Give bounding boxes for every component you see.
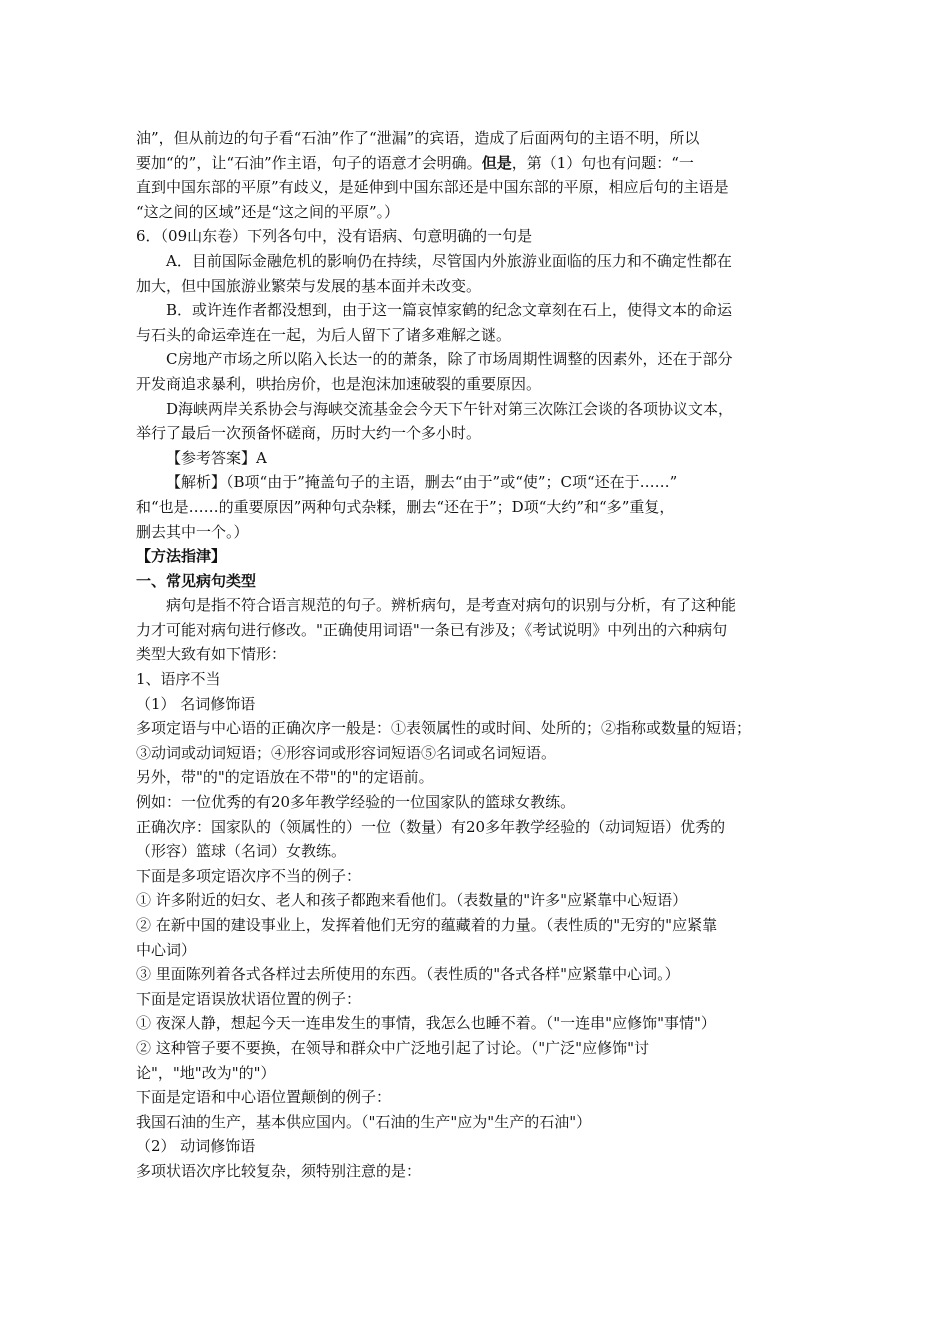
subsection-heading: 一、常见病句类型	[136, 571, 257, 590]
text-line: 直到中国东部的平原”有歧义，是延伸到中国东部还是中国东部的平原，相应后句的主语是	[136, 178, 729, 197]
text-line	[136, 151, 820, 176]
text-line: 1、语序不当	[136, 670, 221, 689]
text-line: 病句是指不符合语言规范的句子。辨析病句，是考查对病句的识别与分析，有了这种能	[166, 596, 737, 615]
option-c: C房地产市场之所以陷入长达一的的萧条，除了市场周期性调整的因素外，还在于部分	[166, 350, 733, 369]
text-line: “这之间的区域”还是“这之间的平原”。）	[136, 202, 400, 221]
text-line: ② 这种管子要不要换，在领导和群众中广泛地引起了讨论。（"广泛"应修饰"讨	[136, 1038, 649, 1057]
option-b: B．或许连作者都没想到，由于这一篇哀悼家鹤的纪念文章刻在石上，使得文本的命运	[166, 301, 733, 320]
text-line: ① 夜深人静，想起今天一连串发生的事情，我怎么也睡不着。（"一连串"应修饰"事情"）	[136, 1014, 716, 1033]
text-line: 开发商追求暴利，哄抬房价，也是泡沫加速破裂的重要原因。	[136, 374, 542, 393]
section-heading: 【方法指津】	[136, 547, 227, 566]
text-line: 下面是定语误放状语位置的例子：	[136, 989, 362, 1008]
text-line: （2） 动词修饰语	[136, 1137, 256, 1156]
text-line: （形容）篮球（名词）女教练。	[136, 842, 347, 861]
text-segment: ，第（1）句也有问题：“一	[511, 153, 694, 172]
text-line: ② 在新中国的建设事业上，发挥着他们无穷的蕴藏着的力量。（表性质的"无穷的"应紧靠	[136, 916, 718, 934]
text-line: 和“也是……的重要原因”两种句式杂糅，删去“还在于”；D项“大约”和“多”重复，	[136, 497, 675, 516]
text-line: 例如：一位优秀的有20多年教学经验的一位国家队的篮球女教练。	[136, 793, 576, 812]
text-line: 多项定语与中心语的正确次序一般是：①表领属性的或时间、处所的；②指称或数量的短语；	[136, 719, 752, 738]
text-line: （1） 名词修饰语	[136, 694, 256, 713]
text-line: 另外，带"的"的定语放在不带"的"的定语前。	[136, 768, 434, 787]
text-line: 举行了最后一次预备怀磋商，历时大约一个多小时。	[136, 424, 482, 443]
analysis-line: 【解析】（B项“由于”掩盖句子的主语，删去“由于”或“使”；C项“还在于……”	[166, 473, 678, 492]
text-line: 我国石油的生产，基本供应国内。（"石油的生产"应为"生产的石油"）	[136, 1112, 592, 1131]
text-line: 正确次序：国家队的（领属性的）一位（数量）有20多年教学经验的（动词短语）优秀的	[136, 817, 726, 836]
text-line: 加大，但中国旅游业繁荣与发展的基本面并未改变。	[136, 276, 482, 295]
text-line: ③ 里面陈列着各式各样过去所使用的东西。（表性质的"各式各样"应紧靠中心词。）	[136, 965, 680, 984]
text-line: 油”，但从前边的句子看“石油”作了“泄漏”的宾语，造成了后面两句的主语不明，所以	[136, 129, 700, 147]
text-segment: 要加“的”，让“石油”作主语，句子的语意才会明确。	[136, 153, 482, 172]
answer-line: 【参考答案】A	[166, 448, 267, 467]
question-line: 6．（09山东卷）下列各句中，没有语病、句意明确的一句是	[136, 227, 533, 246]
option-d: D海峡两岸关系协会与海峡交流基金会今天下午针对第三次陈江会谈的各项协议文本，	[166, 399, 734, 418]
text-line: 多项状语次序比较复杂，须特别注意的是：	[136, 1161, 422, 1180]
option-a: A．目前国际金融危机的影响仍在持续，尽管国内外旅游业面临的压力和不确定性都在	[166, 251, 732, 270]
text-line: 下面是定语和中心语位置颠倒的例子：	[136, 1088, 392, 1107]
document-body	[136, 126, 820, 1184]
text-line: 中心词）	[136, 940, 197, 959]
text-line: ③动词或动词短语；④形容词或形容词短语⑤名词或名词短语。	[136, 743, 557, 762]
text-line: ① 许多附近的妇女、老人和孩子都跑来看他们。（表数量的"许多"应紧靠中心短语）	[136, 891, 688, 910]
text-line: 下面是多项定语次序不当的例子：	[136, 866, 362, 885]
emphasis-text: 但是	[481, 153, 512, 172]
text-line: 论"，"地"改为"的"）	[136, 1063, 276, 1082]
text-line: 类型大致有如下情形：	[136, 645, 287, 664]
text-line: 与石头的命运牵连在一起，为后人留下了诸多难解之谜。	[136, 325, 512, 344]
text-line: 力才可能对病句进行修改。"正确使用词语"一条已有涉及；《考试说明》中列出的六种病句	[136, 620, 728, 639]
text-line: 删去其中一个。）	[136, 522, 249, 541]
